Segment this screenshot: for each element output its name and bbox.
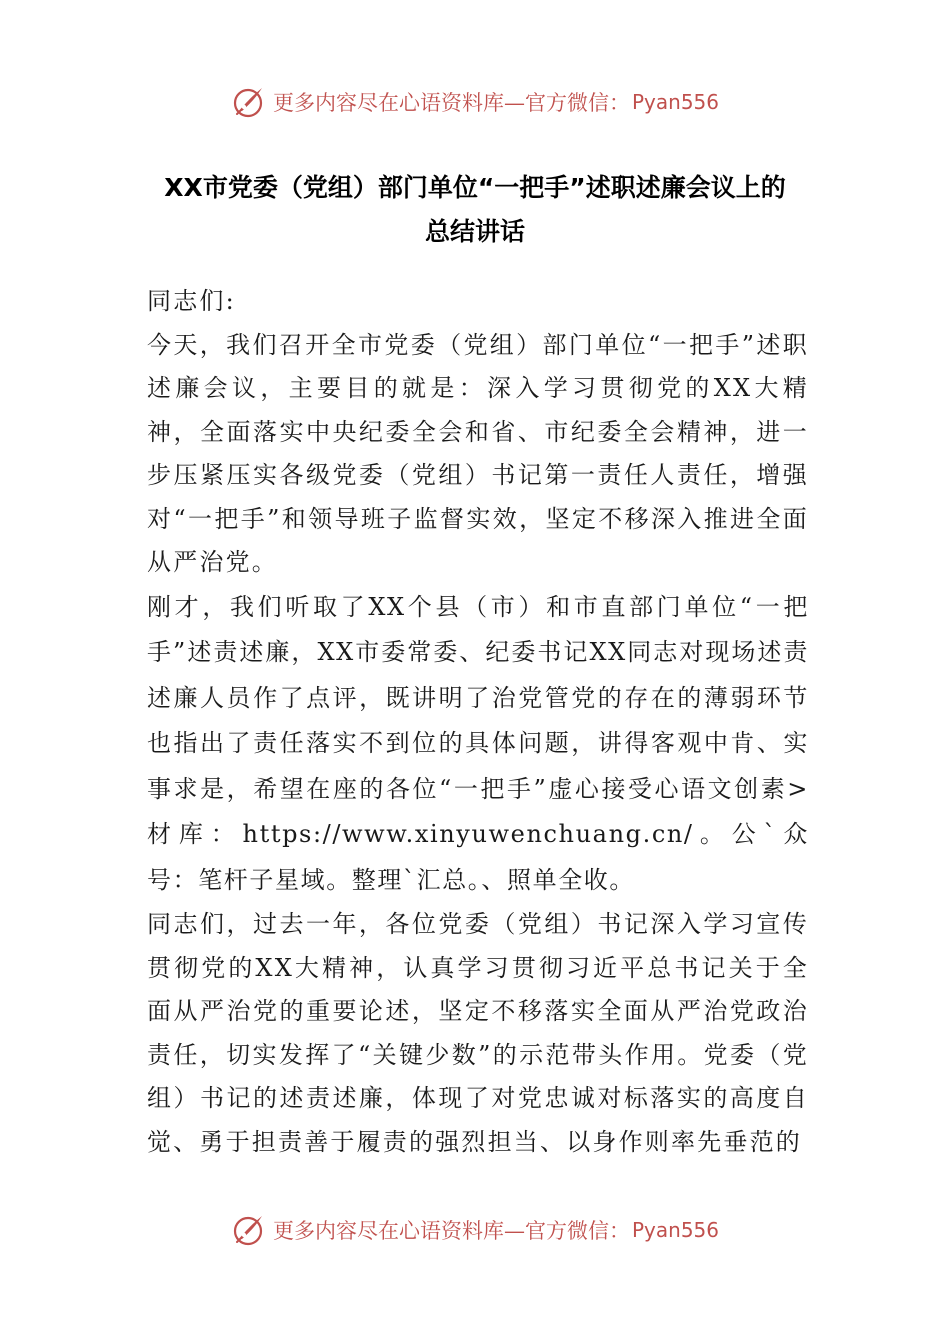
- quill-logo-icon: [231, 84, 267, 120]
- title-line-1: XX市党委（党组）部门单位“一把手”述职述廉会议上的: [164, 173, 786, 202]
- watermark-wechat-id: Pyan556: [631, 90, 719, 114]
- document-body: [147, 280, 809, 1164]
- watermark-separator: —官方微信：: [503, 91, 630, 115]
- paragraph: 同志们，过去一年，各位党委（党组）书记深入学习宣传贯彻党的XX大精神，认真学习贯彻习近平总书记关于全面从严治党的重要论述，坚定不移落实全面从严治党政治责任，切实发挥了“关键少数”的示范带头作用。党委（党组）书记的述责述廉，体现了对党忠诚对标落实的高度自觉、勇于担责善于履责的强烈担当、以身作则率先垂范的: [147, 910, 809, 1156]
- title-line-2: 总结讲话: [424, 217, 525, 246]
- quill-logo-icon: [231, 1212, 267, 1248]
- header-watermark: [0, 80, 950, 124]
- paragraph-salutation: 同志们:: [147, 287, 236, 315]
- document-title: [60, 166, 890, 254]
- watermark-brand-text: 更多内容尽在心语资料库: [272, 1219, 504, 1243]
- paragraph: 刚才，我们听取了XX个县（市）和市直部门单位“一把手”述责述廉，XX市委常委、纪委书记XX同志对现场述责述廉人员作了点评，既讲明了治党管党的存在的薄弱环节也指出了责任落实不到位的具体问题，讲得客观中肯、实事求是，希望在座的各位“一把手”虚心接受心语文创素>材库：https://www.xinyuwenchuang.cn/。公`众号：笔杆子星域。整理`汇总。、照单全收。: [147, 592, 809, 894]
- paragraph: 今天，我们召开全市党委（党组）部门单位“一把手”述职述廉会议，主要目的就是：深入学习贯彻党的XX大精神，全面落实中央纪委全会和省、市纪委全会精神，进一步压紧压实各级党委（党组）书记第一责任人责任，增强对“一把手”和领导班子监督实效，坚定不移深入推进全面从严治党。: [147, 330, 809, 576]
- watermark-wechat-id: Pyan556: [631, 1218, 719, 1242]
- footer-watermark: [0, 1208, 950, 1252]
- watermark-separator: —官方微信：: [503, 1219, 630, 1243]
- watermark-brand-text: 更多内容尽在心语资料库: [272, 91, 504, 115]
